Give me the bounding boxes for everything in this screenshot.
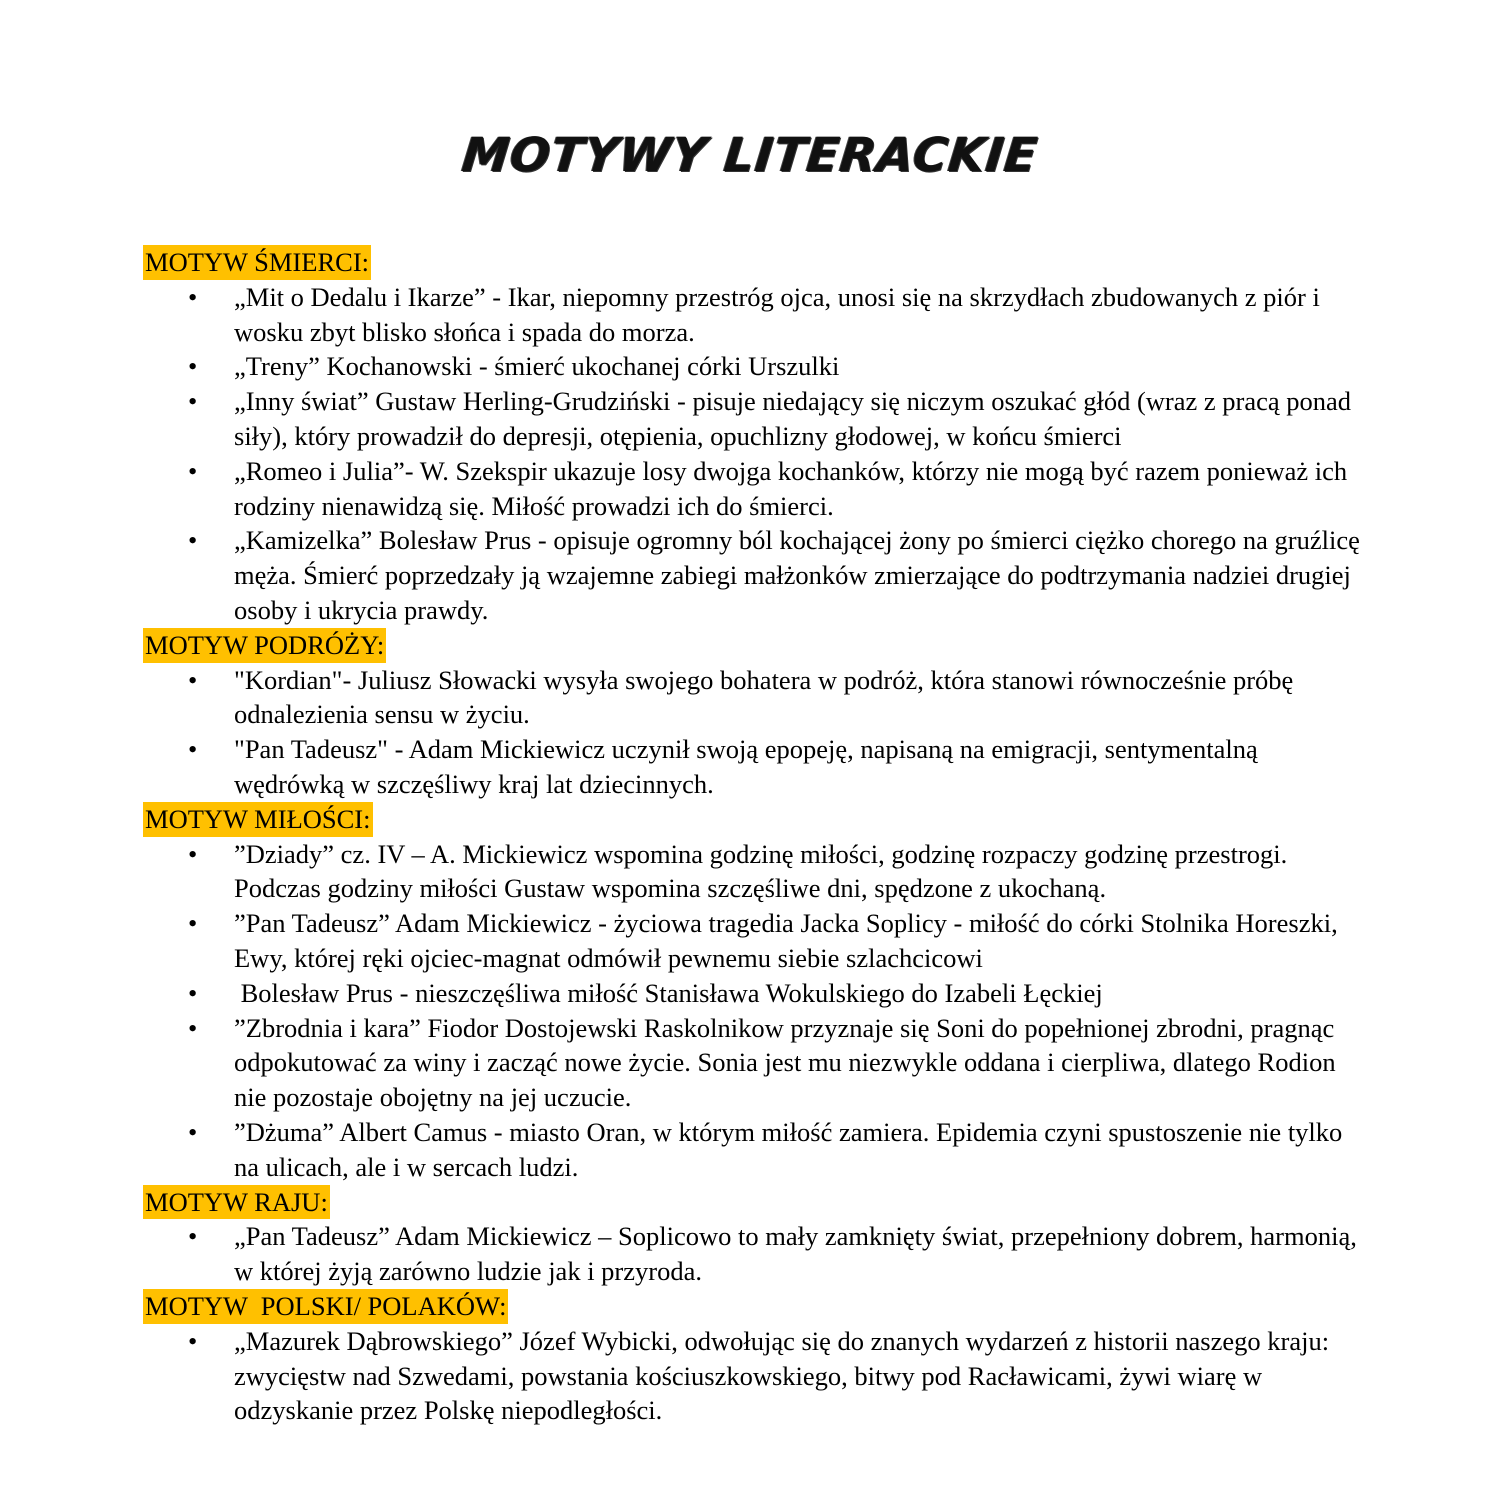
list-item: • „Mit o Dedalu i Ikarze” - Ikar, niepomny przestróg ojca, unosi się na skrzydłach zbudowanych z piór i wosku zbyt blisko słońca i spada do morza.	[188, 281, 1320, 347]
section-poland	[143, 1289, 1373, 1428]
document-title: MOTYWY LITERACKIE	[459, 128, 1041, 183]
list-item: • ”Dziady” cz. IV – A. Mickiewicz wspomina godzinę miłości, godzinę rozpaczy godzinę przestrogi. Podczas godziny miłości Gustaw wspomina szczęśliwe dni, spędzone z ukochaną.	[188, 838, 1288, 904]
list-item: • ”Pan Tadeusz” Adam Mickiewicz - życiowa tragedia Jacka Soplicy - miłość do córki Stolnika Horeszki, Ewy, której ręki ojciec-magnat odmówił pewnemu siebie szlachcicowi	[188, 908, 1338, 973]
list-item: • „Mazurek Dąbrowskiego” Józef Wybicki, odwołując się do znanych wydarzeń z historii naszego kraju: zwycięstw nad Szwedami, powstania kościuszkowskiego, bitwy pod Racławicami, żywi wiarę w odzyskanie przez Polskę niepodległości.	[188, 1325, 1330, 1426]
list-item: • „Romeo i Julia”- W. Szekspir ukazuje losy dwojga kochanków, którzy nie mogą być razem ponieważ ich rodziny nienawidzą się. Miłość prowadzi ich do śmierci.	[188, 455, 1348, 521]
section-heading: MOTYW POLSKI/ POLAKÓW:	[143, 1289, 508, 1324]
section-heading: MOTYW RAJU:	[143, 1185, 330, 1220]
section-heading: MOTYW MIŁOŚCI:	[143, 802, 373, 837]
list-item: • "Kordian"- Juliusz Słowacki wysyła swojego bohatera w podróż, która stanowi równocześnie próbę odnalezienia sensu w życiu.	[188, 664, 1294, 730]
list-item: • „Treny” Kochanowski - śmierć ukochanej córki Urszulki	[188, 351, 840, 382]
list-item: • „Inny świat” Gustaw Herling-Grudziński - pisuje niedający się niczym oszukać głód (wraz z pracą ponad siły), który prowadził do depresji, otępienia, opuchlizny głodowej, w końcu śmierci	[188, 386, 1352, 451]
section-heading: MOTYW PODRÓŻY:	[143, 628, 386, 663]
list-item: • „Pan Tadeusz” Adam Mickiewicz – Soplicowo to mały zamknięty świat, przepełniony dobrem, harmonią, w której żyją zarówno ludzie jak i przyroda.	[188, 1221, 1357, 1287]
list-item: • "Pan Tadeusz" - Adam Mickiewicz uczynił swoją epopeję, napisaną na emigracji, sentymentalną wędrówką w szczęśliwy kraj lat dziecinnych.	[188, 734, 1258, 799]
list-item: • Bolesław Prus - nieszczęśliwa miłość Stanisława Wokulskiego do Izabeli Łęckiej	[188, 977, 1103, 1008]
section-journey	[143, 628, 1373, 802]
list-item: • ”Dżuma” Albert Camus - miasto Oran, w którym miłość zamiera. Epidemia czyni spustoszenie nie tylko na ulicach, ale i w sercach ludzi.	[188, 1116, 1343, 1182]
section-paradise	[143, 1185, 1373, 1289]
list-item: • „Kamizelka” Bolesław Prus - opisuje ogromny ból kochającej żony po śmierci ciężko chorego na gruźlicę męża. Śmierć poprzedzały ją wzajemne zabiegi małżonków zmierzające do podtrzymania nadziei drugiej osoby i ukrycia prawdy.	[188, 525, 1360, 625]
section-death	[143, 245, 1373, 628]
section-love	[143, 802, 1373, 1185]
list-item: • ”Zbrodnia i kara” Fiodor Dostojewski Raskolnikow przyznaje się Soni do popełnionej zbrodni, pragnąc odpokutować za winy i zacząć nowe życie. Sonia jest mu niezwykle oddana i cierpliwa, dlatego Rodion nie pozostaje obojętny na jej uczucie.	[188, 1012, 1336, 1113]
section-heading: MOTYW ŚMIERCI:	[143, 245, 371, 280]
document-content	[143, 245, 1373, 1428]
